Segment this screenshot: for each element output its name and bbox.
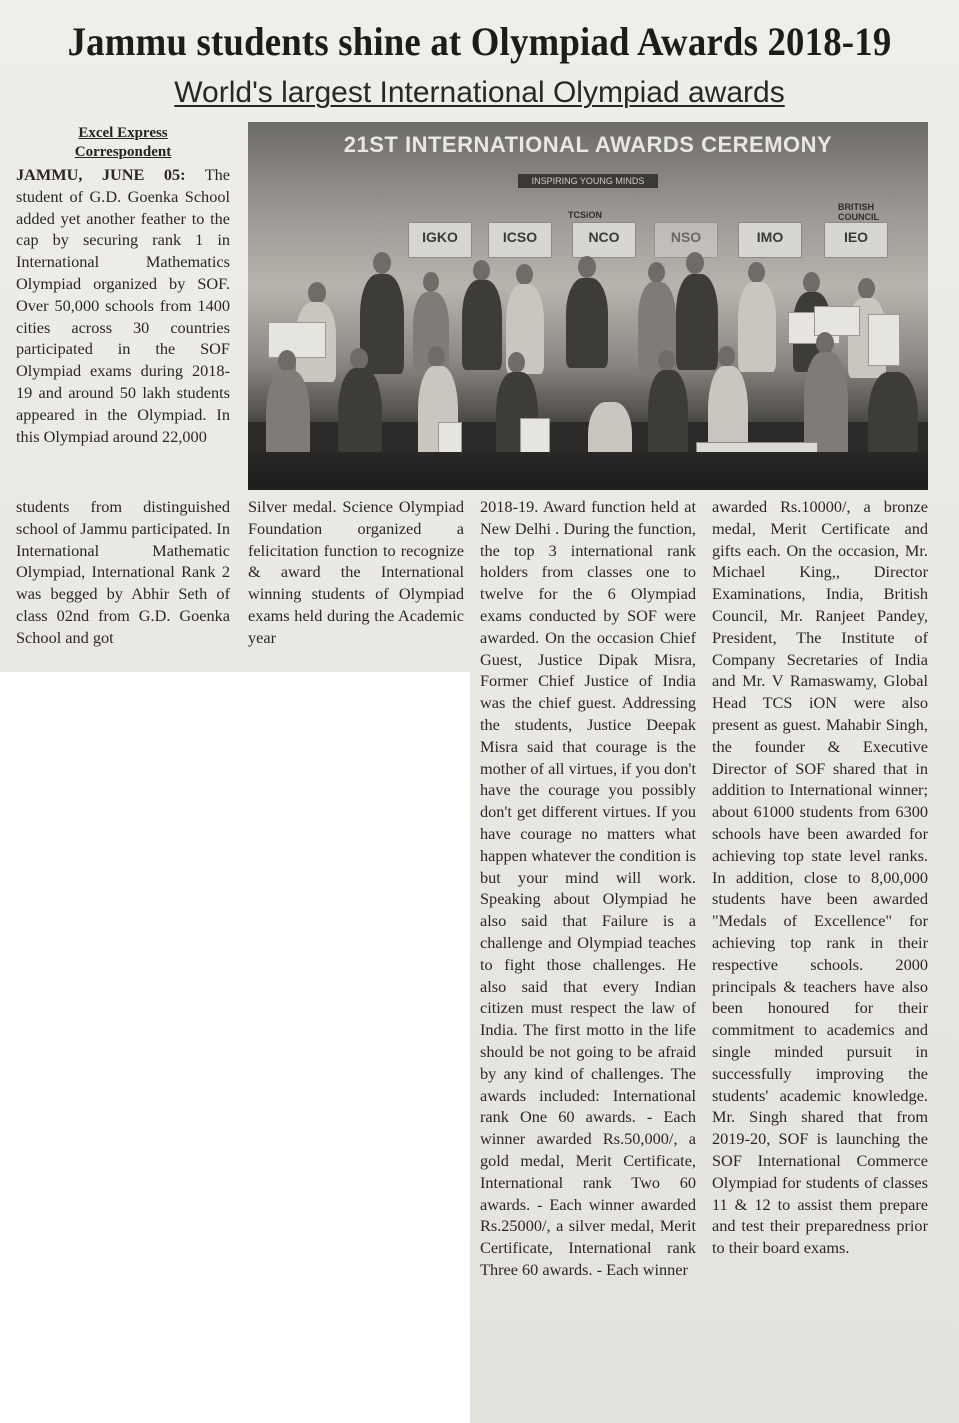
- certificate: [268, 322, 326, 358]
- certificate: [438, 422, 462, 454]
- person-head: [278, 350, 296, 372]
- person-head: [473, 260, 490, 281]
- person-body: [738, 282, 776, 372]
- person-head: [686, 252, 704, 274]
- person-body: [566, 278, 608, 368]
- person-head: [816, 332, 834, 354]
- exam-logo-nso: NSO: [654, 222, 718, 258]
- person-head: [658, 350, 675, 371]
- person-head: [718, 346, 735, 367]
- exam-logo-imo: IMO: [738, 222, 802, 258]
- person-body: [676, 274, 718, 370]
- headline: Jammu students shine at Olympiad Awards 2018-19: [67, 19, 892, 64]
- certificate: [868, 314, 900, 366]
- person-head: [578, 256, 596, 278]
- person-head: [350, 348, 368, 370]
- dateline: JAMMU, JUNE 05:: [16, 165, 186, 184]
- person-head: [858, 278, 875, 299]
- blank-masked-area: [0, 672, 470, 1423]
- exam-logo-ieo: IEO: [824, 222, 888, 258]
- byline: [18, 124, 228, 162]
- certificate: [814, 306, 860, 336]
- exam-logo-igko: IGKO: [408, 222, 472, 258]
- person-body: [462, 280, 502, 370]
- sponsor-british-council-logo: BRITISH COUNCIL: [838, 202, 879, 222]
- byline-role: Correspondent: [74, 144, 172, 160]
- person-head: [423, 272, 439, 292]
- ceremony-photo: [248, 122, 928, 490]
- sponsor-tcs-logo: TCSiON: [568, 210, 603, 220]
- person-head: [428, 346, 445, 367]
- exam-logo-nco: NCO: [572, 222, 636, 258]
- person-head: [748, 262, 765, 283]
- column-1-bottom: students from distinguished school of Jammu participated. In International Mathematic Olympiad, International Rank 2 was begged by Abhir Seth of class 02nd from G.D. Goenka School and got: [16, 497, 230, 647]
- person-head: [508, 352, 525, 373]
- subheadline: World's largest International Olympiad awards: [174, 76, 785, 109]
- column-1-top-text: The student of G.D. Goenka School added yet another feather to the cap by securing rank 1 in International Mathematics Olympiad organized by SOF. Over 50,000 schools from 1400 cities across 30 countries participated in the SOF Olympiad exams during 2018-19 and around 50 lakh students appeared in the Olympiad. In this Olympiad around 22,000: [16, 165, 230, 446]
- column-1-top: [16, 164, 230, 447]
- photo-tagline: INSPIRING YOUNG MINDS: [518, 174, 658, 188]
- byline-publication: Excel Express: [78, 125, 168, 141]
- column-2: Silver medal. Science Olympiad Foundation organized a felicitation function to recognize & award the International winning students of Olympiad exams held during the Academic year: [248, 497, 464, 647]
- person-head: [308, 282, 326, 304]
- person-head: [803, 272, 820, 293]
- column-4: awarded Rs.10000/, a bronze medal, Merit Certificate and gifts each. On the occasion, Mr. Michael King,, Director Examinations, India, British Council, Mr. Ranjeet Pandey, President, The Institute of Company Secretaries of India and Mr. V Ramaswamy, Global Head TCS iON were also present as guest. Mahabir Singh, the founder & Executive Director of SOF shared that in addition to International winner; about 61000 students from 6300 schools have been awarded for achieving top state level ranks. In addition, close to 8,00,000 students have been awarded "Medals of Excellence" for achieving top rank in their respective schools. 2000 principals & teachers have also been honoured for their commitment to academics and single minded pursuit in successfully improving the students' academic knowledge. Mr. Singh shared that from 2019-20, SOF is launching the SOF International Commerce Olympiad for students of classes 11 & 12 to assist them prepare and test their preparedness prior to their board exams.: [712, 497, 928, 1258]
- person-head: [648, 262, 665, 283]
- exam-logo-icso: ICSO: [488, 222, 552, 258]
- photo-banner-text: 21ST INTERNATIONAL AWARDS CEREMONY: [343, 132, 833, 157]
- stage-floor: [248, 452, 928, 490]
- person-head: [373, 252, 391, 274]
- column-3: 2018-19. Award function held at New Delhi . During the function, the top 3 international rank holders from classes one to twelve for the 6 Olympiad exams conducted by SOF were awarded. On the occasion Chief Guest, Justice Dipak Misra, Former Chief Justice of India was the chief guest. Addressing the students, Justice Deepak Misra said that courage is the mother of all virtues, if you don't have the courage you possibly don't get different virtues. If you have courage no matters what happen whatever the condition is but your mind will work. Speaking about Olympiad he also said that Failure is a challenge and Olympiad teaches to fight those challenges. He also said that every Indian citizen must respect the law of India. The first motto in the life should be not going to be afraid by any kind of challenges. The awards included: International rank One 60 awards. - Each winner awarded Rs.50,000/, a gold medal, Merit Certificate, International rank Two 60 awards. - Each winner awarded Rs.25000/, a silver medal, Merit Certificate, International rank Three 60 awards. - Each winner: [480, 497, 696, 1279]
- person-head: [516, 264, 533, 285]
